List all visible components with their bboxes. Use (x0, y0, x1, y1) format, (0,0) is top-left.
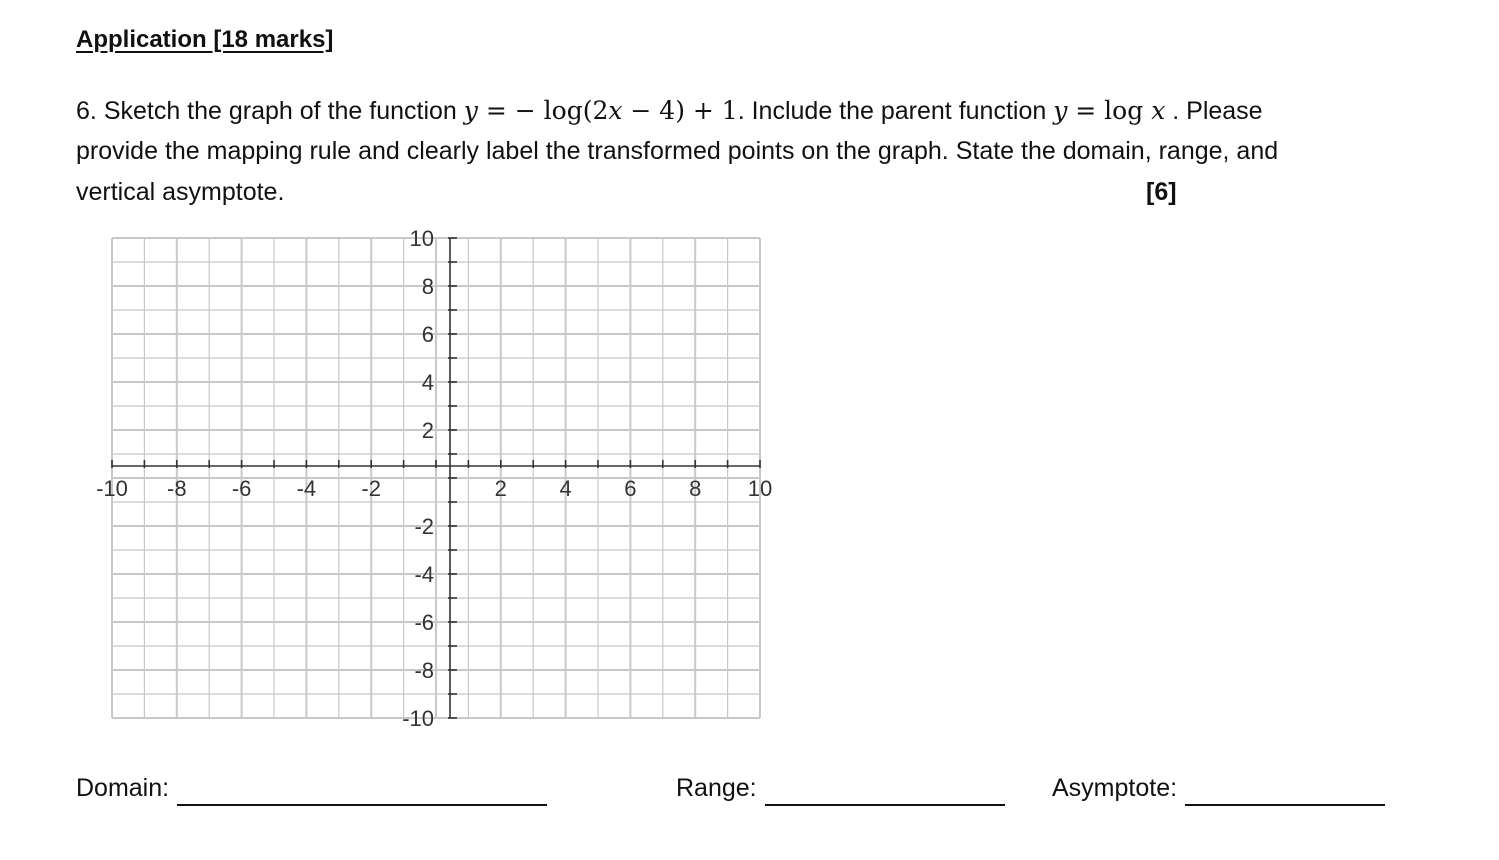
range-label: Range: (676, 774, 757, 802)
x-tick-label: -2 (361, 476, 381, 501)
marks-badge: [6] (1146, 178, 1177, 206)
question-text-2: . Include the parent function (737, 97, 1047, 125)
y-tick-label: -8 (414, 658, 434, 683)
x-tick-label: 2 (494, 476, 507, 501)
domain-label: Domain: (76, 774, 170, 802)
domain-answer (76, 770, 547, 806)
asymptote-label: Asymptote: (1052, 774, 1178, 802)
domain-blank[interactable] (177, 776, 547, 806)
x-tick-label: -6 (231, 476, 252, 501)
x-tick-label: 10 (747, 476, 773, 501)
question-6 (76, 90, 1396, 213)
y-tick-label: -10 (402, 706, 434, 731)
function-expression: y = − log(2x − 4) + 1 (463, 96, 738, 125)
x-tick-label: -10 (96, 476, 128, 501)
x-tick-label: 6 (624, 476, 637, 501)
question-text-1: Sketch the graph of the function (103, 97, 457, 125)
section-heading: Application [18 marks] (76, 26, 334, 53)
y-tick-label: -4 (414, 562, 434, 587)
x-tick-label: 4 (559, 476, 572, 501)
y-tick-label: 2 (421, 418, 434, 443)
coordinate-grid[interactable] (84, 222, 784, 742)
x-tick-label: -8 (167, 476, 187, 501)
y-tick-label: 8 (421, 274, 434, 299)
parent-function-expression: y = log x (1053, 96, 1166, 125)
question-line-3 (76, 172, 1396, 213)
question-line-3-text: vertical asymptote. (76, 178, 285, 206)
asymptote-blank[interactable] (1185, 776, 1385, 806)
x-tick-label: -4 (296, 476, 317, 501)
question-line-2: provide the mapping rule and clearly label the transformed points on the graph. State the domain, range, and (76, 137, 1279, 165)
y-tick-label: 4 (421, 370, 434, 395)
asymptote-answer (1052, 770, 1385, 806)
question-text-3: . Please (1172, 97, 1263, 125)
grid-lines (112, 238, 760, 718)
question-number: 6. (76, 97, 97, 125)
x-tick-label: 8 (689, 476, 702, 501)
y-tick-label: -2 (414, 514, 434, 539)
y-tick-label: 10 (409, 226, 434, 251)
range-answer (676, 770, 1005, 806)
range-blank[interactable] (765, 776, 1005, 806)
y-tick-label: 6 (421, 322, 434, 347)
question-line-1 (76, 90, 1396, 131)
y-tick-label: -6 (414, 610, 434, 635)
